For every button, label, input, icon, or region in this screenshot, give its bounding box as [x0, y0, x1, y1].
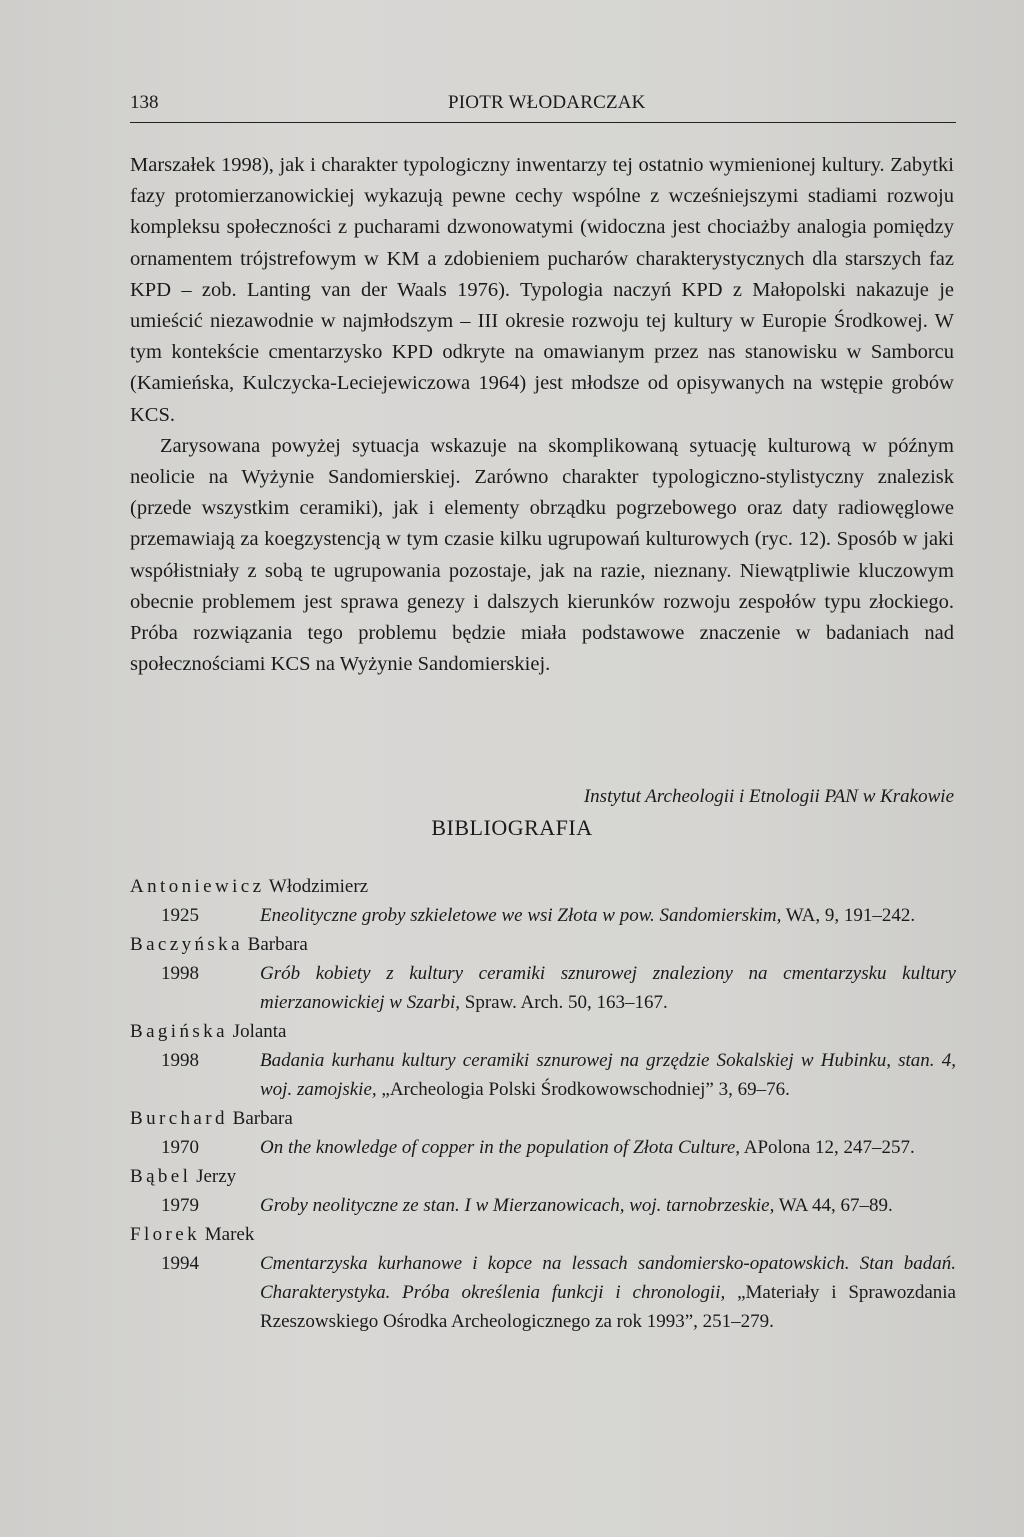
entry-citation — [260, 901, 956, 930]
entry-citation — [260, 1133, 956, 1162]
entry-title: Grób kobiety z kultury ceramiki sznurowej znaleziony na cmentarzysku kultury mierzanowickiej w Szarbi, — [260, 963, 956, 1013]
bibliography-list — [130, 872, 956, 1336]
author-firstname: Jerzy — [196, 1166, 237, 1187]
entry-source: „Archeologia Polski Środkowowschodniej” 3, 69–76. — [376, 1079, 790, 1100]
entry-author — [130, 930, 956, 959]
running-head: PIOTR WŁODARCZAK — [448, 92, 646, 113]
entry-author — [130, 1017, 956, 1046]
author-firstname: Jolanta — [232, 1021, 287, 1042]
author-firstname: Barbara — [232, 1108, 293, 1129]
entry-title: Cmentarzyska kurhanowe i kopce na lessach sandomiersko-opatowskich. Stan badań. Charakterystyka. Próba określenia funkcji i chronologii, — [260, 1253, 956, 1303]
entry-source: „Materiały i Sprawozdania Rzeszowskiego Ośrodka Archeologicznego za rok 1993”, 251–279. — [260, 1282, 956, 1332]
bibliography-entry — [130, 872, 956, 930]
entry-citation — [260, 1249, 956, 1336]
entry-citation — [260, 1191, 956, 1220]
bibliography-entry — [130, 1220, 956, 1336]
main-text — [130, 150, 954, 680]
bibliography-heading: BIBLIOGRAFIA — [431, 815, 593, 840]
entry-year: 1998 — [161, 1050, 199, 1071]
entry-author — [130, 1162, 956, 1191]
entry-year: 1998 — [161, 963, 199, 984]
paragraph: Zarysowana powyżej sytuacja wskazuje na skomplikowaną sytuację kulturową w późnym neolicie na Wyżynie Sandomierskiej. Zarówno charakter typologiczno-stylistyczny znalezisk (przede wszystkim ceramiki), jak i elementy obrządku pogrzebowego oraz daty radiowęglowe przemawiają za koegzystencją w tym czasie kilku ugrupowań kulturowych (ryc. 12). Sposób w jaki współistniały z sobą te ugrupowania pozostaje, jak na razie, nieznany. Niewątpliwie kluczowym obecnie problemem jest sprawa genezy i dalszych kierunków rozwoju zespołów typu złockiego. Próba rozwiązania tego problemu będzie miała podstawowe znaczenie w badaniach nad społecznościami KCS na Wyżynie Sandomierskiej. — [130, 434, 954, 676]
entry-source: APolona 12, 247–257. — [740, 1137, 915, 1158]
entry-source: Spraw. Arch. 50, 163–167. — [460, 992, 668, 1013]
author-surname: Bagińska — [130, 1021, 228, 1042]
author-firstname: Marek — [204, 1224, 255, 1245]
entry-author — [130, 872, 956, 901]
entry-year: 1979 — [161, 1195, 199, 1216]
author-surname: Antoniewicz — [130, 876, 265, 897]
author-affiliation: Instytut Archeologii i Etnologii PAN w Krakowie — [583, 786, 954, 807]
entry-year: 1994 — [161, 1253, 199, 1274]
page-number: 138 — [130, 92, 159, 113]
bibliography-entry — [130, 1017, 956, 1104]
author-firstname: Włodzimierz — [268, 876, 369, 897]
author-firstname: Barbara — [247, 934, 308, 955]
author-surname: Bąbel — [130, 1166, 192, 1187]
entry-title: Badania kurhanu kultury ceramiki sznurowej na grzędzie Sokalskiej w Hubinku, stan. 4, woj. zamojskie, — [260, 1050, 956, 1100]
entry-citation — [260, 1046, 956, 1104]
author-surname: Burchard — [130, 1108, 228, 1129]
entry-author — [130, 1104, 956, 1133]
entry-source: WA, 9, 191–242. — [781, 905, 916, 926]
author-surname: Baczyńska — [130, 934, 243, 955]
page-header — [130, 92, 956, 123]
entry-title: Eneolityczne groby szkieletowe we wsi Złota w pow. Sandomierskim, — [260, 905, 782, 926]
entry-title: Groby neolityczne ze stan. I w Mierzanowicach, woj. tarnobrzeskie, — [260, 1195, 775, 1216]
entry-author — [130, 1220, 956, 1249]
entry-title: On the knowledge of copper in the population of Złota Culture, — [260, 1137, 741, 1158]
paragraph: Marszałek 1998), jak i charakter typologiczny inwentarzy tej ostatnio wymienionej kultury. Zabytki fazy protomierzanowickiej wykazują pewne cechy wspólne z wcześniejszymi stadiami rozwoju kompleksu społeczności z pucharami dzwonowatymi (widoczna jest chociażby analogia pomiędzy ornamentem trójstrefowym w KM a zdobieniem pucharów charakterystycznych dla starszych faz KPD – zob. Lanting van der Waals 1976). Typologia naczyń KPD z Małopolski nakazuje je umieścić niezawodnie w najmłodszym – III okresie rozwoju tej kultury w Europie Środkowej. W tym kontekście cmentarzysko KPD odkryte na omawianym przez nas stanowisku w Samborcu (Kamieńska, Kulczycka-Leciejewiczowa 1964) jest młodsze od opisywanych na wstępie grobów KCS. — [130, 154, 954, 426]
author-surname: Florek — [130, 1224, 201, 1245]
entry-year: 1925 — [161, 905, 199, 926]
bibliography-entry — [130, 1162, 956, 1220]
entry-year: 1970 — [161, 1137, 199, 1158]
entry-citation — [260, 959, 956, 1017]
bibliography-entry — [130, 1104, 956, 1162]
entry-source: WA 44, 67–89. — [774, 1195, 893, 1216]
bibliography-entry — [130, 930, 956, 1017]
